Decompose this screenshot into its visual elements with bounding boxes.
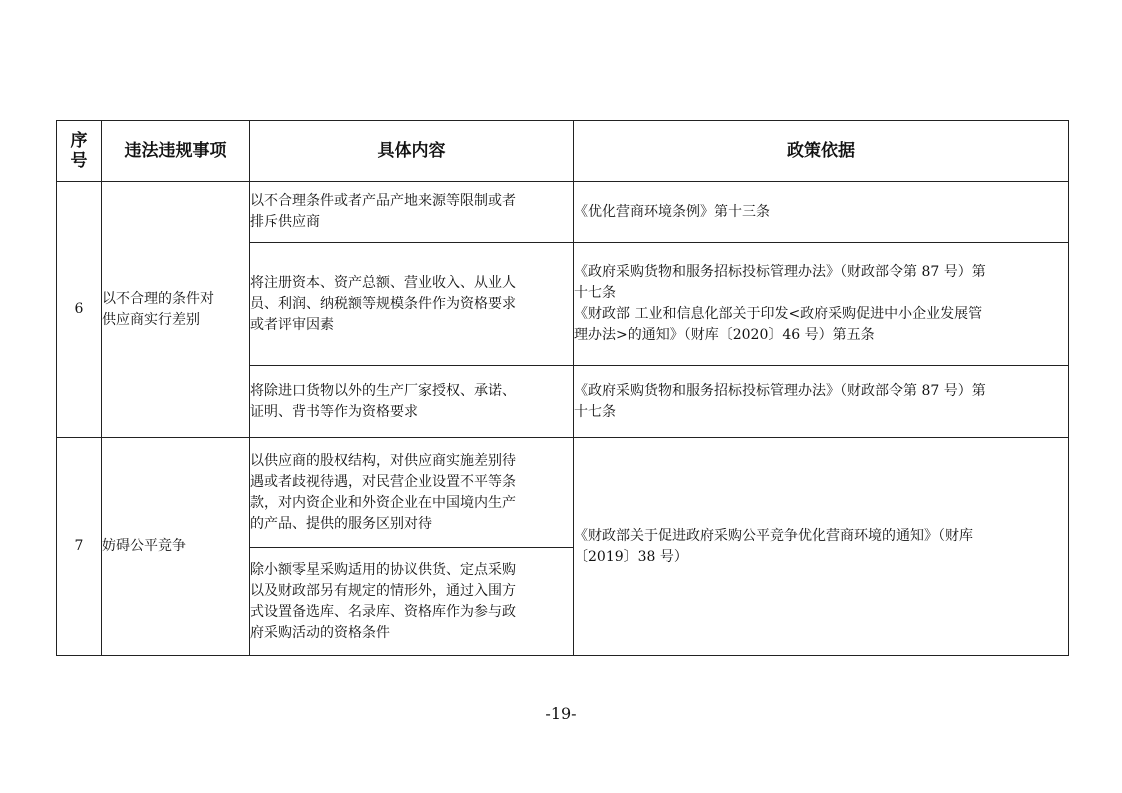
basis-line: 《政府采购货物和服务招标投标管理办法》（财政部令第 87 号）第 — [574, 382, 986, 399]
basis-line: 十七条 — [574, 403, 616, 420]
basis-cell — [574, 182, 1069, 243]
content-line: 或者评审因素 — [250, 316, 334, 333]
content-line: 款，对内资企业和外资企业在中国境内生产 — [250, 494, 516, 511]
content-cell — [250, 366, 574, 438]
page-number: -19- — [545, 704, 577, 723]
content-line: 以不合理条件或者产品产地来源等限制或者 — [250, 193, 516, 209]
content-cell — [250, 438, 574, 548]
basis-line: 理办法>的通知》（财库〔2020〕46 号）第五条 — [574, 327, 875, 343]
basis-cell — [574, 438, 1069, 656]
row-number: 7 — [57, 438, 102, 656]
content-cell — [250, 548, 574, 656]
violation-item — [102, 438, 250, 656]
content-line: 以供应商的股权结构，对供应商实施差别待 — [250, 452, 516, 469]
header-policy-basis: 政策依据 — [574, 121, 1069, 182]
basis-line: 《优化营商环境条例》第十三条 — [574, 203, 770, 220]
header-violation-item: 违法违规事项 — [102, 121, 250, 182]
basis-line: 《财政部 工业和信息化部关于印发<政府采购促进中小企业发展管 — [574, 306, 983, 322]
row-number: 6 — [57, 182, 102, 438]
content-line: 将注册资本、资产总额、营业收入、从业人 — [250, 274, 516, 291]
content-line: 府采购活动的资格条件 — [250, 624, 390, 641]
content-cell — [250, 243, 574, 366]
violation-item — [102, 182, 250, 438]
header-serial-number-line2: 号 — [70, 151, 88, 171]
violation-item-line: 妨碍公平竞争 — [102, 538, 186, 554]
table-row — [57, 182, 1069, 243]
content-line: 式设置备选库、名录库、资格库作为参与政 — [250, 603, 516, 620]
basis-line: 《政府采购货物和服务招标投标管理办法》（财政部令第 87 号）第 — [574, 264, 986, 280]
table-header-row — [57, 121, 1069, 182]
header-specific-content: 具体内容 — [250, 121, 574, 182]
basis-line: 〔2019〕38 号） — [574, 548, 688, 565]
violation-item-line: 供应商实行差别 — [102, 311, 200, 328]
basis-line: 《财政部关于促进政府采购公平竞争优化营商环境的通知》（财库 — [574, 527, 973, 544]
content-line: 将除进口货物以外的生产厂家授权、承诺、 — [250, 382, 516, 399]
content-line: 除小额零星采购适用的协议供货、定点采购 — [250, 561, 516, 578]
content-line: 员、利润、纳税额等规模条件作为资格要求 — [250, 295, 516, 312]
content-line: 证明、背书等作为资格要求 — [250, 403, 418, 420]
content-line: 的产品、提供的服务区别对待 — [250, 515, 432, 532]
header-serial-number-line1: 序 — [70, 131, 88, 151]
basis-cell — [574, 243, 1069, 366]
table-row — [57, 438, 1069, 548]
content-cell — [250, 182, 574, 243]
basis-line: 十七条 — [574, 285, 616, 301]
basis-cell — [574, 366, 1069, 438]
content-line: 遇或者歧视待遇，对民营企业设置不平等条 — [250, 473, 516, 490]
violation-item-line: 以不合理的条件对 — [102, 290, 214, 307]
content-line: 排斥供应商 — [250, 214, 320, 230]
header-serial-number — [57, 121, 102, 182]
content-line: 以及财政部另有规定的情形外，通过入围方 — [250, 582, 516, 599]
policy-table — [56, 120, 1069, 656]
